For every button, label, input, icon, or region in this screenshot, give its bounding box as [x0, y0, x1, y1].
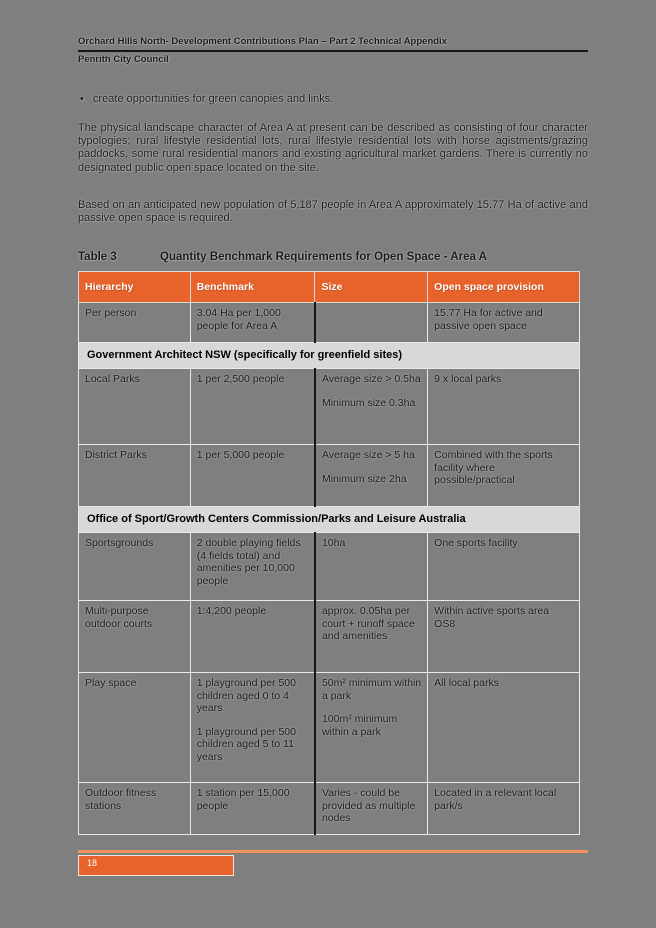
table-cell [428, 445, 580, 507]
header-title: Orchard Hills North- Development Contributions Plan – Part 2 Technical Appendix [78, 36, 588, 52]
table-cell [79, 369, 191, 445]
table-header-row [79, 272, 580, 303]
section-label: Office of Sport/Growth Centers Commission/Parks and Leisure Australia [79, 507, 580, 533]
table-caption-title: Quantity Benchmark Requirements for Open Space - Area A [160, 251, 487, 264]
section-row [79, 507, 580, 533]
cell-paragraph: 50m² minimum within a park [321, 677, 422, 702]
bullet-icon: • [80, 93, 84, 105]
table-row [79, 369, 580, 445]
cell-paragraph: District Parks [85, 449, 147, 462]
cell-paragraph: 1 playground per 500 children aged 5 to 11 years [196, 725, 296, 763]
table-caption-label: Table 3 [78, 251, 117, 264]
table-cell [190, 369, 315, 445]
cell-paragraph: Minimum size 0.3ha [321, 396, 416, 409]
paragraph-landscape-character: The physical landscape character of Area A at present can be described as consisting of four character typologies; rural lifestyle residential lots, rural lifestyle residential lots with horse agistments/grazing paddocks, some rural residential manors and existing agricultural market gardens. There is currently no designated public open space located on the site. [78, 122, 588, 174]
cell-paragraph: All local parks [434, 677, 499, 690]
document-header [78, 36, 588, 66]
cell-paragraph: 1 playground per 500 children aged 0 to 4 years [196, 677, 296, 715]
column-header: Benchmark [190, 272, 315, 303]
cell-paragraph: Outdoor fitness stations [85, 787, 157, 812]
header-subtitle: Penrith City Council [78, 54, 169, 65]
cell-paragraph: Average size > 0.5ha [321, 373, 421, 386]
table-cell [190, 673, 315, 783]
cell-paragraph: 10ha [321, 537, 346, 550]
table-header-row [79, 272, 580, 303]
cell-paragraph: Combined with the sports facility where possible/practical [434, 449, 553, 487]
cell-paragraph: Per person [85, 307, 137, 320]
section-label: Government Architect NSW (specifically for greenfield sites) [79, 343, 580, 369]
column-header: Size [315, 272, 428, 303]
table-cell [79, 533, 191, 601]
table-cell [315, 673, 428, 783]
page-content [78, 36, 588, 835]
table-row [79, 673, 580, 783]
column-header: Hierarchy [79, 272, 191, 303]
cell-paragraph: Sportsgrounds [85, 537, 154, 550]
bullet-item [78, 93, 588, 106]
table-cell [79, 303, 191, 343]
cell-paragraph: 2 double playing fields (4 fields total) and amenities per 10,000 people [196, 537, 301, 587]
table-row [79, 601, 580, 673]
table-cell [315, 533, 428, 601]
table-cell [315, 303, 428, 343]
table-cell [428, 601, 580, 673]
cell-paragraph: 1:4,200 people [196, 605, 267, 618]
table-cell [190, 783, 315, 835]
table-cell [190, 445, 315, 507]
cell-paragraph: 100m² minimum within a park [321, 713, 398, 738]
table-cell [79, 445, 191, 507]
table-cell [428, 369, 580, 445]
cell-paragraph: Varies - could be provided as multiple nodes [321, 787, 416, 825]
table-cell [428, 673, 580, 783]
table-cell [315, 601, 428, 673]
page-number: 18 [87, 857, 98, 868]
page-footer [78, 850, 588, 876]
cell-paragraph: Local Parks [85, 373, 140, 386]
table-row [79, 783, 580, 835]
table-caption [78, 251, 588, 263]
section-row [79, 343, 580, 369]
table-cell [315, 445, 428, 507]
benchmark-table [78, 271, 580, 835]
table-cell [190, 601, 315, 673]
table-cell [79, 601, 191, 673]
table-cell [428, 783, 580, 835]
table-cell [190, 533, 315, 601]
paragraph-population: Based on an anticipated new population of 5,187 people in Area A approximately 15.77 Ha of active and passive open space is required. [78, 198, 588, 225]
table-row [79, 533, 580, 601]
table-cell [315, 369, 428, 445]
cell-paragraph: approx. 0.05ha per court + runoff space and amenities [321, 605, 415, 643]
table-body [79, 303, 580, 835]
cell-paragraph: Within active sports area OS8 [434, 605, 550, 630]
column-header: Open space provision [428, 272, 580, 303]
cell-paragraph: 9 x local parks [434, 373, 502, 386]
cell-paragraph: Play space [85, 677, 137, 690]
page-number-box [78, 855, 234, 876]
cell-paragraph: 3.04 Ha per 1,000 people for Area A [196, 307, 281, 332]
table-cell [315, 783, 428, 835]
table-row [79, 445, 580, 507]
table-cell [190, 303, 315, 343]
cell-paragraph: 1 per 5,000 people [196, 449, 285, 462]
table-row [79, 303, 580, 343]
table-cell [428, 533, 580, 601]
table-cell [79, 783, 191, 835]
bullet-text: create opportunities for green canopies and links. [93, 93, 334, 105]
footer-rule [78, 850, 588, 853]
cell-paragraph: Located in a relevant local park/s [434, 787, 557, 812]
cell-paragraph: 1 station per 15,000 people [196, 787, 290, 812]
cell-paragraph: 15.77 Ha for active and passive open space [434, 307, 543, 332]
cell-paragraph: One sports facility [434, 537, 518, 550]
cell-paragraph: 1 per 2,500 people [196, 373, 285, 386]
cell-paragraph: Average size > 5 ha [321, 449, 415, 462]
cell-paragraph: Minimum size 2ha [321, 472, 407, 485]
table-cell [428, 303, 580, 343]
table-cell [79, 673, 191, 783]
cell-paragraph: Multi-purpose outdoor courts [85, 605, 153, 630]
